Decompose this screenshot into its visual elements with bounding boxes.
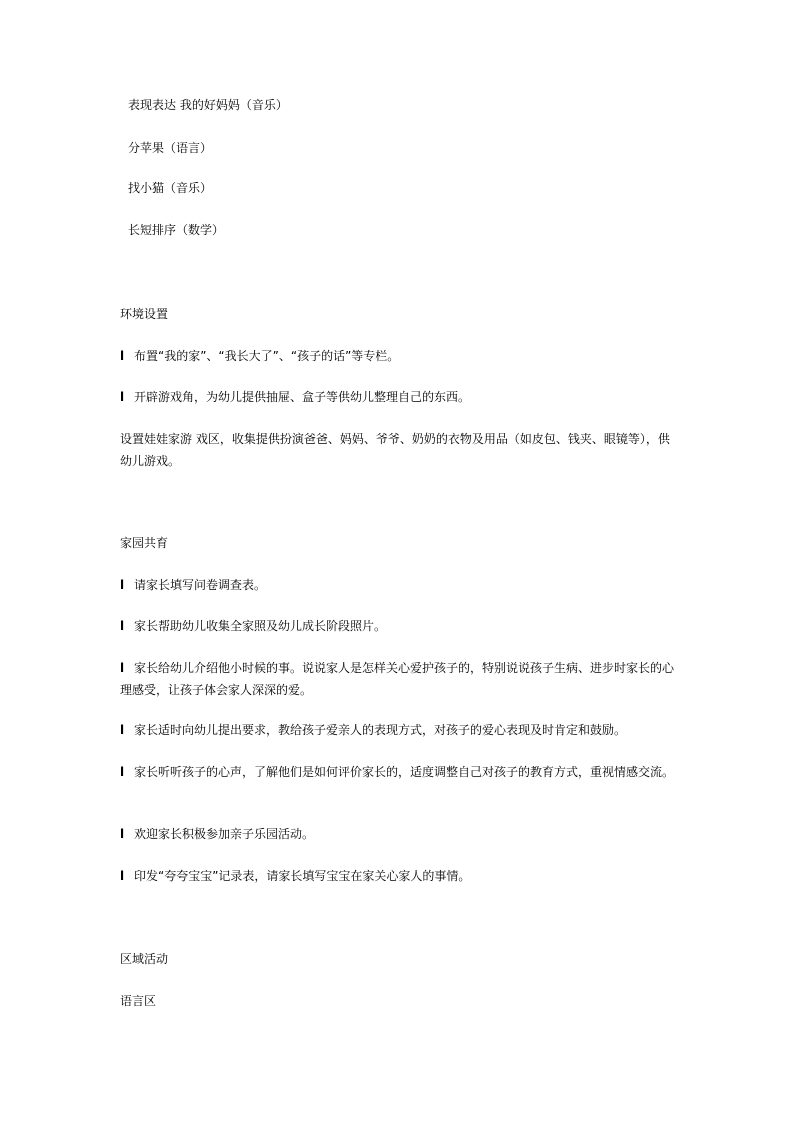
home-bullet-item [120, 719, 626, 741]
bullet-text: 家长帮助幼儿收集全家照及幼儿成长阶段照片。 [134, 619, 387, 633]
activity-item: 找小猫（音乐） [128, 181, 213, 195]
home-bullet-item [120, 615, 386, 637]
bullet-text: 请家长填写问卷调查表。 [134, 578, 267, 592]
bullet-icon: l [120, 723, 125, 737]
activity-item: 表现表达 我的好妈妈（音乐） [128, 98, 288, 112]
bullet-text: 家长适时向幼儿提出要求，教给孩子爱亲人的表现方式，对孩子的爱心表现及时肯定和鼓励。 [134, 723, 627, 737]
bullet-icon: l [120, 578, 125, 592]
home-heading: 家园共育 [120, 536, 169, 550]
bullet-text: 印发“夸夸宝宝”记录表，请家长填写宝宝在家关心家人的事情。 [134, 869, 471, 883]
home-bullet-item [120, 865, 470, 887]
home-bullet-item [120, 761, 680, 783]
environment-heading: 环境设置 [120, 307, 169, 321]
bullet-icon: l [120, 390, 125, 404]
bullet-text: 欢迎家长积极参加亲子乐园活动。 [134, 827, 315, 841]
bullet-icon: l [120, 349, 125, 363]
environment-paragraph: 设置娃娃家游 戏区，收集提供扮演爸爸、妈妈、爷爷、奶奶的衣物及用品（如皮包、钱夹、眼镜等），供幼儿游戏。 [120, 432, 670, 468]
bullet-icon: l [120, 827, 125, 841]
activity-item: 分苹果（语言） [128, 141, 213, 155]
activity-item: 长短排序（数学） [128, 223, 225, 237]
home-bullet-item [120, 657, 680, 701]
area-heading: 区域活动 [120, 952, 169, 966]
area-subheading: 语言区 [120, 994, 157, 1008]
bullet-icon: l [120, 869, 125, 883]
home-bullet-item [120, 823, 314, 845]
bullet-icon: l [120, 661, 125, 675]
bullet-text: 家长给幼儿介绍他小时候的事。说说家人是怎样关心爱护孩子的，特别说说孩子生病、进步时家长的心理感受，让孩子体会家人深深的爱。 [120, 661, 675, 697]
environment-bullet-item [120, 386, 470, 408]
bullet-text: 家长听听孩子的心声，了解他们是如何评价家长的，适度调整自己对孩子的教育方式，重视情感交流。 [134, 765, 675, 779]
bullet-text: 布置“我的家”、“我长大了”、“孩子的话”等专栏。 [134, 349, 400, 363]
bullet-text: 开辟游戏角，为幼儿提供抽屉、盒子等供幼儿整理自己的东西。 [134, 390, 471, 404]
bullet-icon: l [120, 765, 125, 779]
environment-bullet-item [120, 345, 399, 367]
home-bullet-item [120, 574, 266, 596]
bullet-icon: l [120, 619, 125, 633]
